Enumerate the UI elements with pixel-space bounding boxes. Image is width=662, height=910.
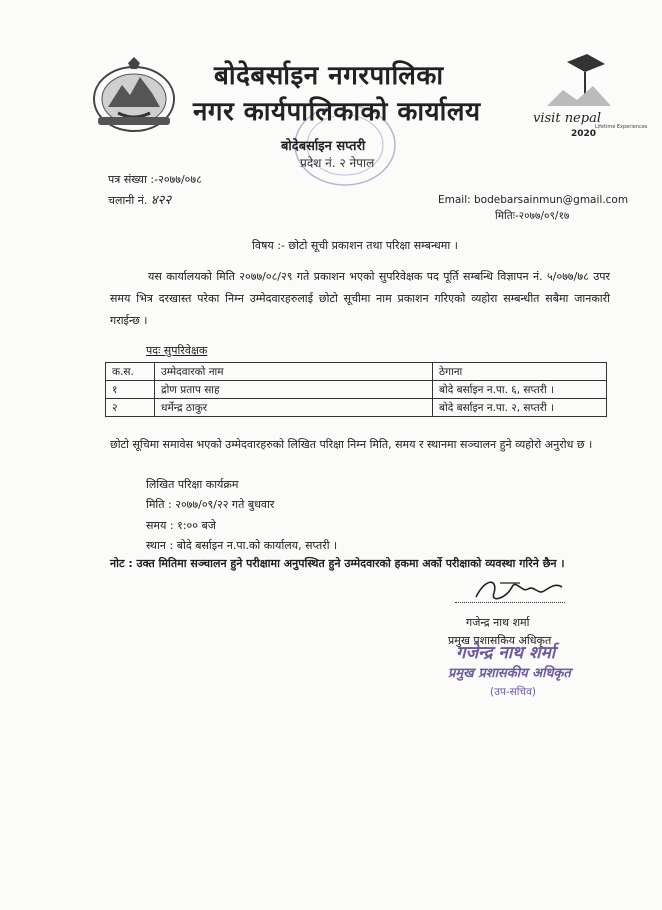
nepal-emblem-icon [88,55,180,135]
stamp-title: प्रमुख प्रशासकीय अधिकृत [448,666,571,681]
table-cell-name: द्रोण प्रताप साह [155,381,433,399]
visit-nepal-year: 2020 [571,129,597,139]
table-header-name: उम्मेदवारको नाम [155,363,433,381]
org-location: बोदेबर्साइन सप्तरी [281,139,366,154]
table-cell-address: बोदे बर्साइन न.पा. ६, सप्तरी । [433,381,607,399]
letter-date: मितिः-२०७७/०९/१७ [495,210,570,222]
body-paragraph: यस कार्यालयको मिति २०७७/०८/२९ गते प्रकाशन भएको सुपरिवेक्षक पद पूर्ति सम्बन्धि विज्ञापन नं. ५/०७७/७८ उपर समय भित्र दरखास्त परेका निम्न उम्मेदवारहरुलाई छोटो सूचीमा नाम प्रकाशन गरिएको व्यहोरा सम्बन्धीत सबैमा जानकारी गराईन्छ । [110,270,610,327]
exam-title: लिखित परिक्षा कार्यक्रम [146,478,239,491]
dispatch-number [108,190,171,208]
stamp-name: गजेन्द्र नाथ शर्मा [456,643,556,663]
table-cell-serial: १ [106,381,155,399]
letter-subject: विषय :- छोटो सूची प्रकाशन तथा परिक्षा सम्बन्धमा । [252,239,458,252]
org-name: बोदेबर्साइन नगरपालिका [214,61,444,91]
table-row [106,399,607,417]
letter-number-value: २०७७/०७८ [158,173,202,186]
visit-nepal-tagline: Lifetime Experiences [595,124,648,130]
post-label: पदः सुपरिवेक्षक [146,344,208,357]
exam-date: मिति : २०७७/०९/२२ गते बुधवार [146,498,275,511]
dispatch-number-label: चलानी नं. [108,194,148,207]
dispatch-number-value: ४२२ [150,193,172,208]
note-paragraph: नोट : उक्त मितिमा सञ्चालन हुने परीक्षामा अनुपस्थित हुने उम्मेदवारको हकमा अर्को परीक्षाको व्यवस्था गरिने छैन । [110,557,565,570]
email-address: Email: bodebarsainmun@gmail.com [438,194,629,206]
table-header-row [106,363,607,381]
signature-line [455,594,565,603]
visit-nepal-logo [527,50,648,142]
org-province: प्रदेश नं. २ नेपाल [300,156,375,170]
table-cell-name: धर्मेन्द्र ठाकुर [155,399,433,417]
org-office-name: नगर कार्यपालिकाको कार्यालय [193,97,481,127]
stamp-rank: (उप-सचिव) [490,686,537,698]
exam-paragraph: छोटो सूचिमा समावेस भएको उम्मेदवारहरुको लिखित परिक्षा निम्न मिति, समय र स्थानमा सञ्चालन हुने व्यहोरो अनुरोध छ । [110,438,593,451]
visit-nepal-icon [527,50,648,142]
signer-name: गजेन्द्र नाथ शर्मा [466,616,530,629]
table-header-serial: क.स. [106,363,155,381]
letter-number [108,172,202,187]
signer-title: प्रमुख प्रशासकिय अधिकृत [448,634,552,647]
table-cell-address: बोदे बर्साइन न.पा. २, सप्तरी । [433,399,607,417]
exam-place: स्थान : बोदे बर्साइन न.पा.को कार्यालय, सप्तरी । [146,539,338,552]
table-header-address: ठेगाना [433,363,607,381]
table-row [106,381,607,399]
letter-number-label: पत्र संख्या :- [108,173,159,186]
visit-nepal-text: visit nepal [533,111,601,126]
exam-time: समय : १:०० बजे [146,519,216,532]
candidate-table [105,362,607,417]
table-cell-serial: २ [106,399,155,417]
